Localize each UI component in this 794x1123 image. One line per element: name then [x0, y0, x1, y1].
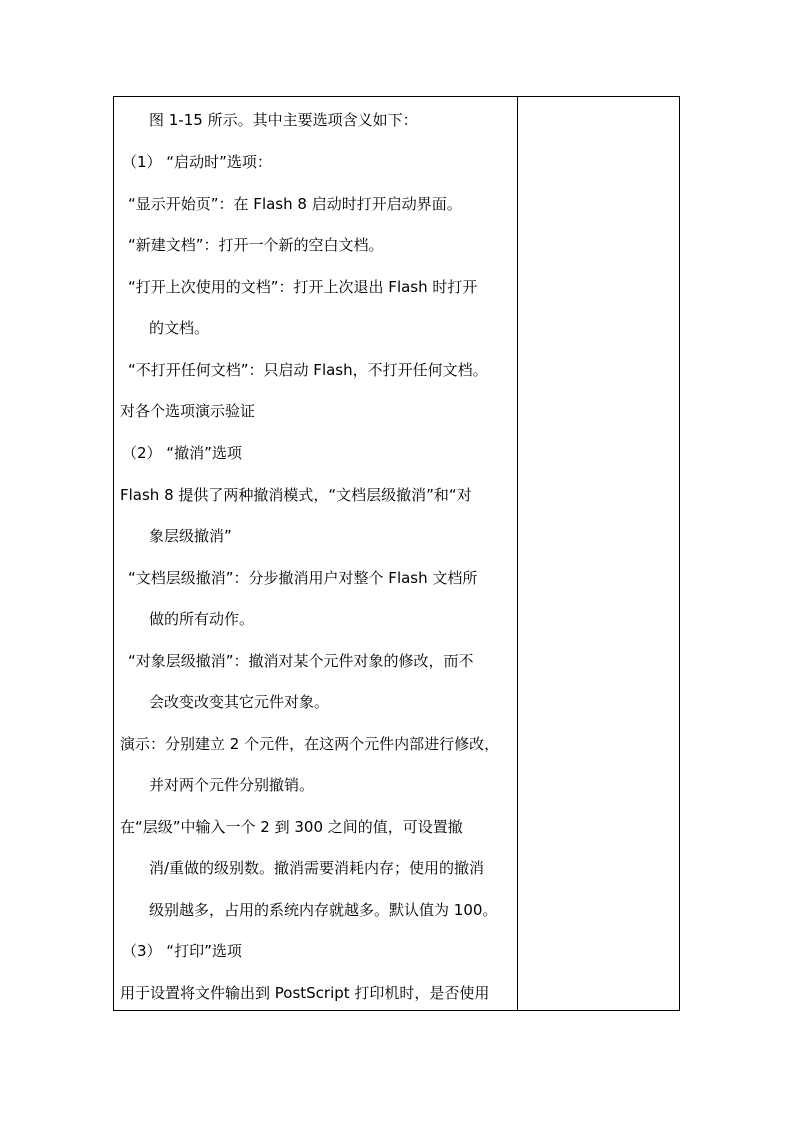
text-line: “新建文档”：打开一个新的空白文档。	[128, 236, 384, 254]
text-line: 用于设置将文件输出到 PostScript 打印机时，是否使用	[120, 984, 490, 1002]
text-line: “对象层级撤消”：撤消对某个元件对象的修改，而不	[128, 652, 474, 670]
text-line: “显示开始页”：在 Flash 8 启动时打开启动界面。	[128, 195, 462, 213]
text-line: Flash 8 提供了两种撤消模式，“文档层级撤消”和“对	[120, 486, 472, 504]
text-line: 演示：分别建立 2 个元件，在这两个元件内部进行修改，	[120, 735, 500, 753]
text-line: “打开上次使用的文档”：打开上次退出 Flash 时打开	[128, 278, 478, 296]
text-line: “文档层级撤消”：分步撤消用户对整个 Flash 文档所	[128, 569, 478, 587]
text-line: 对各个选项演示验证	[120, 402, 256, 420]
text-line-continuation: 会改变改变其它元件对象。	[149, 693, 330, 711]
text-line: “不打开任何文档”：只启动 Flash，不打开任何文档。	[128, 361, 488, 379]
text-line-continuation: 并对两个元件分别撤销。	[149, 776, 315, 794]
content-cell	[114, 97, 517, 1010]
notes-cell	[518, 97, 680, 1010]
text-line-continuation: 做的所有动作。	[149, 610, 255, 628]
section-heading-undo: （2） “撤消”选项	[122, 444, 242, 462]
section-heading-startup: （1） “启动时”选项：	[122, 153, 272, 171]
text-line-continuation: 的文档。	[149, 319, 210, 337]
text-line: 图 1-15 所示。其中主要选项含义如下：	[149, 111, 418, 129]
text-line-continuation: 象层级撤消”	[149, 527, 232, 545]
text-line: 在“层级”中输入一个 2 到 300 之间的值，可设置撤	[120, 818, 463, 836]
document-table	[113, 96, 680, 1011]
text-line-continuation: 消/重做的级别数。撤消需要消耗内存；使用的撤消	[149, 859, 485, 877]
section-heading-print: （3） “打印”选项	[122, 942, 242, 960]
text-line-continuation: 级别越多，占用的系统内存就越多。默认值为 100。	[149, 901, 498, 919]
